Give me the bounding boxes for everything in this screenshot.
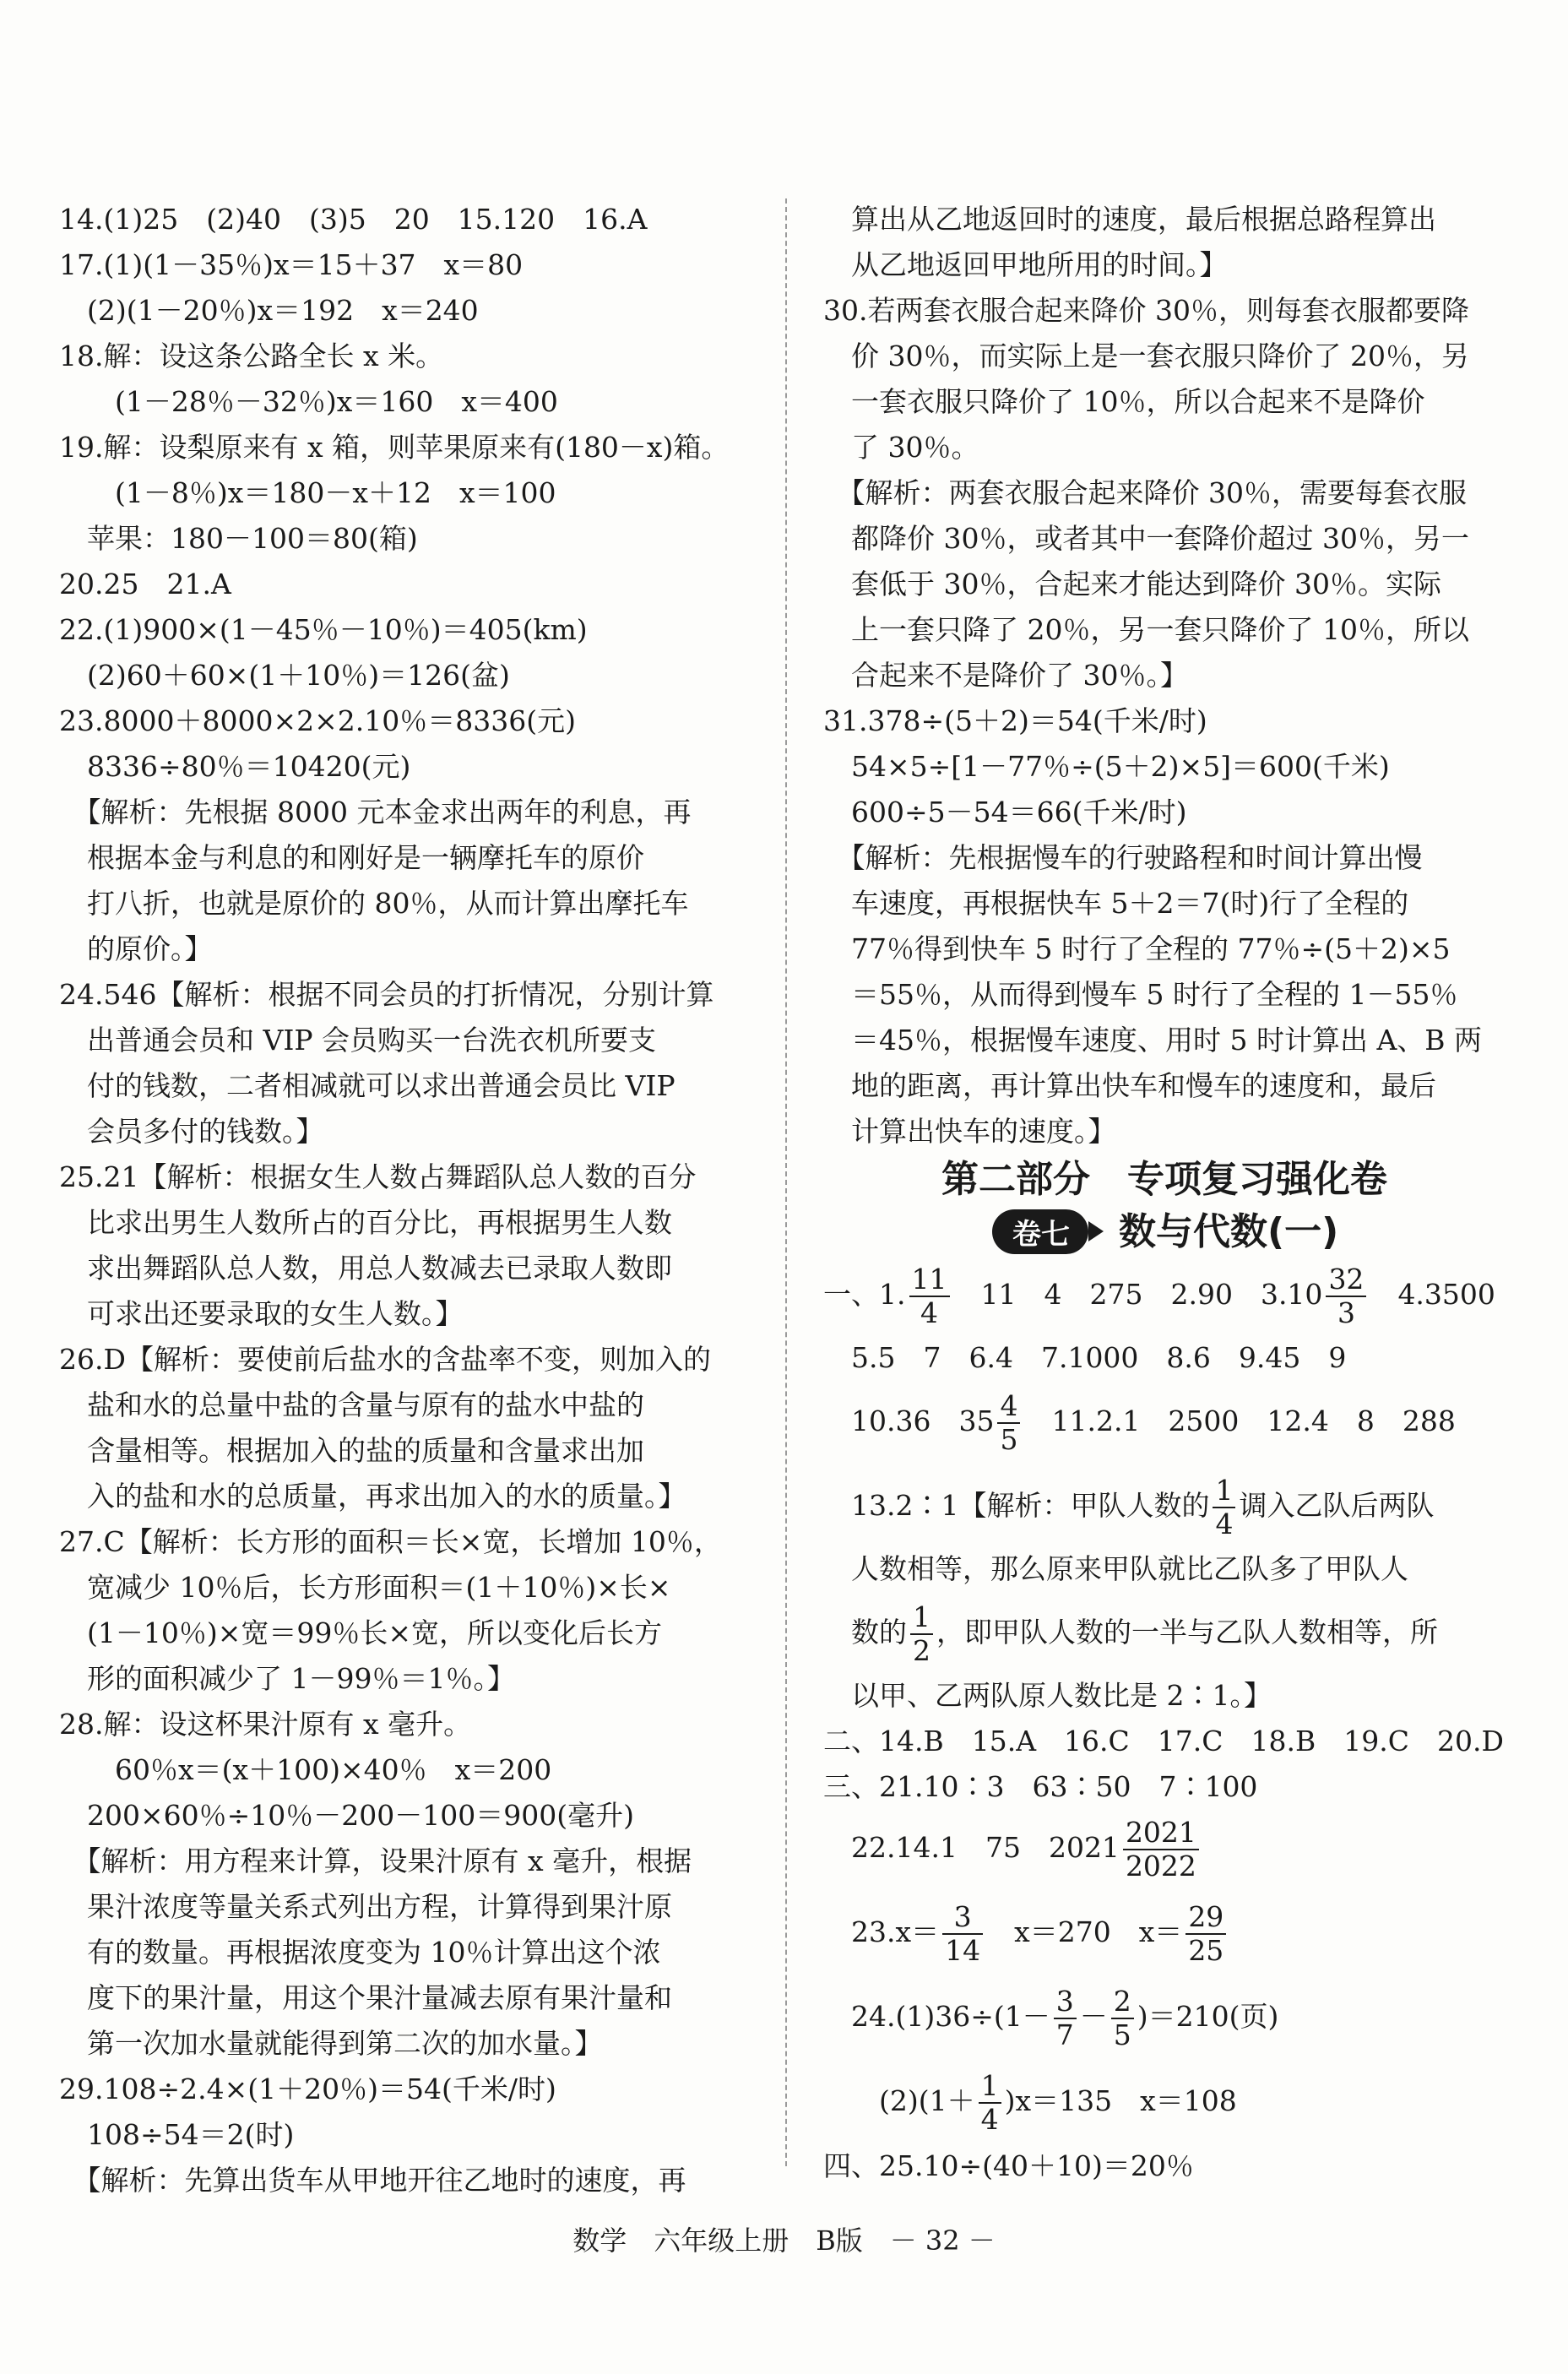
fraction: $\frac{32}{3}$ [1326,1263,1366,1329]
answer-line-q24: 24.(1)36÷(1－ $\frac{3}{7}$ － $\frac{2}{5}$ )＝210(页) [823,1985,1279,2051]
answer-line: 以甲、乙两队原人数比是 2∶1。】 [823,1679,1272,1712]
answer-line: 算出从乙地返回时的速度，最后根据总路程算出 [823,203,1436,236]
answer-line: 60％x＝(x＋100)×40％ x＝200 [59,1753,552,1786]
page-footer: 数学 六年级上册 B版 － 32 － [572,2225,996,2257]
answer-line-q10: 10.36 35 $\frac{4}{5}$ 11.2.1 2500 12.4 8 288 [823,1389,1456,1456]
answer-line-q23: 23.x＝ $\frac{3}{14}$ x＝270 x＝ $\frac{29}{25}$ [823,1900,1229,1967]
answer-line-q24-2: (2)(1＋ $\frac{1}{4}$ )x＝135 x＝108 [823,2069,1237,2136]
answer-line: 30.若两套衣服合起来降价 30％，则每套衣服都要降 [823,294,1469,327]
fraction: $\frac{3}{14}$ [942,1901,983,1967]
answer-line: (2)60＋60×(1＋10％)＝126(盆) [59,659,510,692]
answer-line: 20.25 21.A [59,568,231,600]
fraction: $\frac{1}{4}$ [979,2070,1001,2136]
fraction: $\frac{3}{7}$ [1054,1986,1077,2051]
answer-line: 24.546【解析：根据不同会员的打折情况，分别计算 [59,978,714,1011]
answer-line: 比求出男生人数所占的百分比，再根据男生人数 [59,1206,672,1239]
fraction: $\frac{1}{4}$ [1213,1475,1235,1540]
answer-line: 第一次加水量就能得到第二次的加水量。】 [59,2027,603,2060]
answer-line: 【解析：先根据 8000 元本金求出两年的利息，再 [59,796,692,828]
answer-line: 有的数量。再根据浓度变为 10％计算出这个浓 [59,1936,661,1969]
answer-line: 付的钱数，二者相减就可以求出普通会员比 VIP [59,1069,675,1102]
answer-line: 【解析：用方程来计算，设果汁原有 x 毫升，根据 [59,1844,692,1877]
answer-line: (1－8％)x＝180－x＋12 x＝100 [59,476,556,509]
answer-line: 入的盐和水的总质量，再求出加入的水的质量。】 [59,1480,686,1513]
answer-line: 【解析：先算出货车从甲地开往乙地时的速度，再 [59,2164,686,2197]
fraction: $\frac{11}{4}$ [909,1263,950,1329]
answer-line: (1－28％－32％)x＝160 x＝400 [59,385,558,418]
answer-line: 108÷54＝2(时) [59,2118,295,2151]
answer-line: 三、21.10∶3 63∶50 7∶100 [823,1770,1258,1803]
answer-line: 23.8000＋8000×2×2.10％＝8336(元) [59,704,576,737]
answer-line: 打八折，也就是原价的 80％，从而计算出摩托车 [59,887,689,920]
answer-line: 18.解：设这条公路全长 x 米。 [59,340,444,372]
answer-line: 根据本金与利息的和刚好是一辆摩托车的原价 [59,841,644,874]
fraction: $\frac{29}{25}$ [1185,1901,1226,1967]
answer-line: 形的面积减少了 1－99％＝1％。】 [59,1662,515,1695]
answer-line: 8336÷80％＝10420(元) [59,750,411,783]
answer-line: 26.D【解析：要使前后盐水的含盐率不变，则加入的 [59,1343,711,1376]
answer-line: 出普通会员和 VIP 会员购买一台洗衣机所要支 [59,1024,657,1057]
answer-line: 套低于 30％，合起来才能达到降价 30％。实际 [823,568,1441,600]
answer-line: 求出舞蹈队总人数，用总人数减去已录取人数即 [59,1252,672,1285]
answer-line: 600÷5－54＝66(千米/时) [823,796,1187,828]
answer-line: 二、14.B 15.A 16.C 17.C 18.B 19.C 20.D [823,1725,1504,1757]
answer-line: 合起来不是降价了 30％。】 [823,659,1188,692]
answer-line: 了 30％。 [823,431,979,464]
answer-line: 31.378÷(5＋2)＝54(千米/时) [823,704,1207,737]
section-subtitle-row [992,1201,1338,1255]
answer-line: 四、25.10÷(40＋10)＝20％ [823,2149,1194,2182]
answer-line: 车速度，再根据快车 5＋2＝7(时)行了全程的 [823,887,1409,920]
answer-line: 从乙地返回甲地所用的时间。】 [823,248,1228,281]
answer-line: 5.5 7 6.4 7.1000 8.6 9.45 9 [823,1341,1347,1374]
answer-line: 度下的果汁量，用这个果汁量减去原有果汁量和 [59,1981,672,2014]
answer-line: (2)(1－20％)x＝192 x＝240 [59,294,479,327]
answer-line: 14.(1)25 (2)40 (3)5 20 15.120 16.A [59,203,648,236]
answer-line: 苹果：180－100＝80(箱) [59,522,418,555]
answer-line-q13-l3: 数的 $\frac{1}{2}$ ，即甲队人数的一半与乙队人数相等，所 [823,1600,1438,1667]
answer-line: 计算出快车的速度。】 [823,1115,1116,1148]
answer-line-q22: 22.14.1 75 2021 $\frac{2021}{2022}$ [823,1816,1202,1882]
answer-line: 宽减少 10％后，长方形面积＝(1＋10％)×长× [59,1571,671,1604]
answer-line: 【解析：两套衣服合起来降价 30％，需要每套衣服 [823,476,1467,509]
answer-line: 29.108÷2.4×(1＋20％)＝54(千米/时) [59,2072,556,2105]
section-title: 第二部分 专项复习强化卷 [941,1158,1387,1201]
answer-line: 17.(1)(1－35％)x＝15＋37 x＝80 [59,248,524,281]
answer-line: 77％得到快车 5 时行了全程的 77％÷(5＋2)×5 [823,932,1451,965]
answer-line: ＝55％，从而得到慢车 5 时行了全程的 1－55％ [823,978,1458,1011]
answer-line: 25.21【解析：根据女生人数占舞蹈队总人数的百分 [59,1160,697,1193]
fraction: $\frac{2}{5}$ [1111,1986,1134,2051]
section-badge: 卷七 [992,1209,1088,1254]
answer-line: 地的距离，再计算出快车和慢车的速度和，最后 [823,1069,1436,1102]
answer-line-q1: 一、1. $\frac{11}{4}$ 11 4 275 2.90 3.10 $\frac{32}{3}$ 4.3500 [823,1263,1495,1329]
answer-line: 28.解：设这杯果汁原有 x 毫升。 [59,1708,472,1741]
fraction: $\frac{2021}{2022}$ [1123,1817,1199,1882]
answer-line: 54×5÷[1－77％÷(5＋2)×5]＝600(千米) [823,750,1390,783]
section-subtitle: 数与代数(一) [1119,1210,1339,1253]
answer-line: 一套衣服只降价了 10％，所以合起来不是降价 [823,385,1425,418]
column-divider [785,198,787,2166]
answer-line: 27.C【解析：长方形的面积＝长×宽，长增加 10％， [59,1525,722,1558]
fraction: $\frac{4}{5}$ [997,1390,1020,1456]
answer-line: 上一套只降了 20％，另一套只降价了 10％，所以 [823,613,1469,646]
answer-line: 都降价 30％，或者其中一套降价超过 30％，另一 [823,522,1469,555]
answer-line-q13: 13.2∶1【解析：甲队人数的 $\frac{1}{4}$ 调入乙队后两队 [823,1474,1435,1540]
answer-line: 22.(1)900×(1－45％－10％)＝405(km) [59,613,588,646]
answer-line: 盐和水的总量中盐的含量与原有的盐水中盐的 [59,1388,644,1421]
answer-line: 【解析：先根据慢车的行驶路程和时间计算出慢 [823,841,1423,874]
answer-line: 19.解：设梨原来有 x 箱，则苹果原来有(180－x)箱。 [59,431,730,464]
answer-line: 200×60％÷10％－200－100＝900(毫升) [59,1799,634,1832]
answer-line: 果汁浓度等量关系式列出方程，计算得到果汁原 [59,1890,672,1923]
answer-line: 可求出还要录取的女生人数。】 [59,1297,464,1330]
answer-line: (1－10％)×宽＝99％长×宽，所以变化后长方 [59,1616,663,1649]
answer-line: 人数相等，那么原来甲队就比乙队多了甲队人 [823,1552,1408,1585]
answer-line: 会员多付的钱数。】 [59,1115,324,1148]
answer-line: 的原价。】 [59,932,213,965]
fraction: $\frac{1}{2}$ [910,1601,933,1667]
answer-line: 含量相等。根据加入的盐的质量和含量求出加 [59,1434,644,1467]
answer-line: ＝45％，根据慢车速度、用时 5 时计算出 A、B 两 [823,1024,1483,1057]
answer-line: 价 30％，而实际上是一套衣服只降价了 20％，另 [823,340,1469,372]
